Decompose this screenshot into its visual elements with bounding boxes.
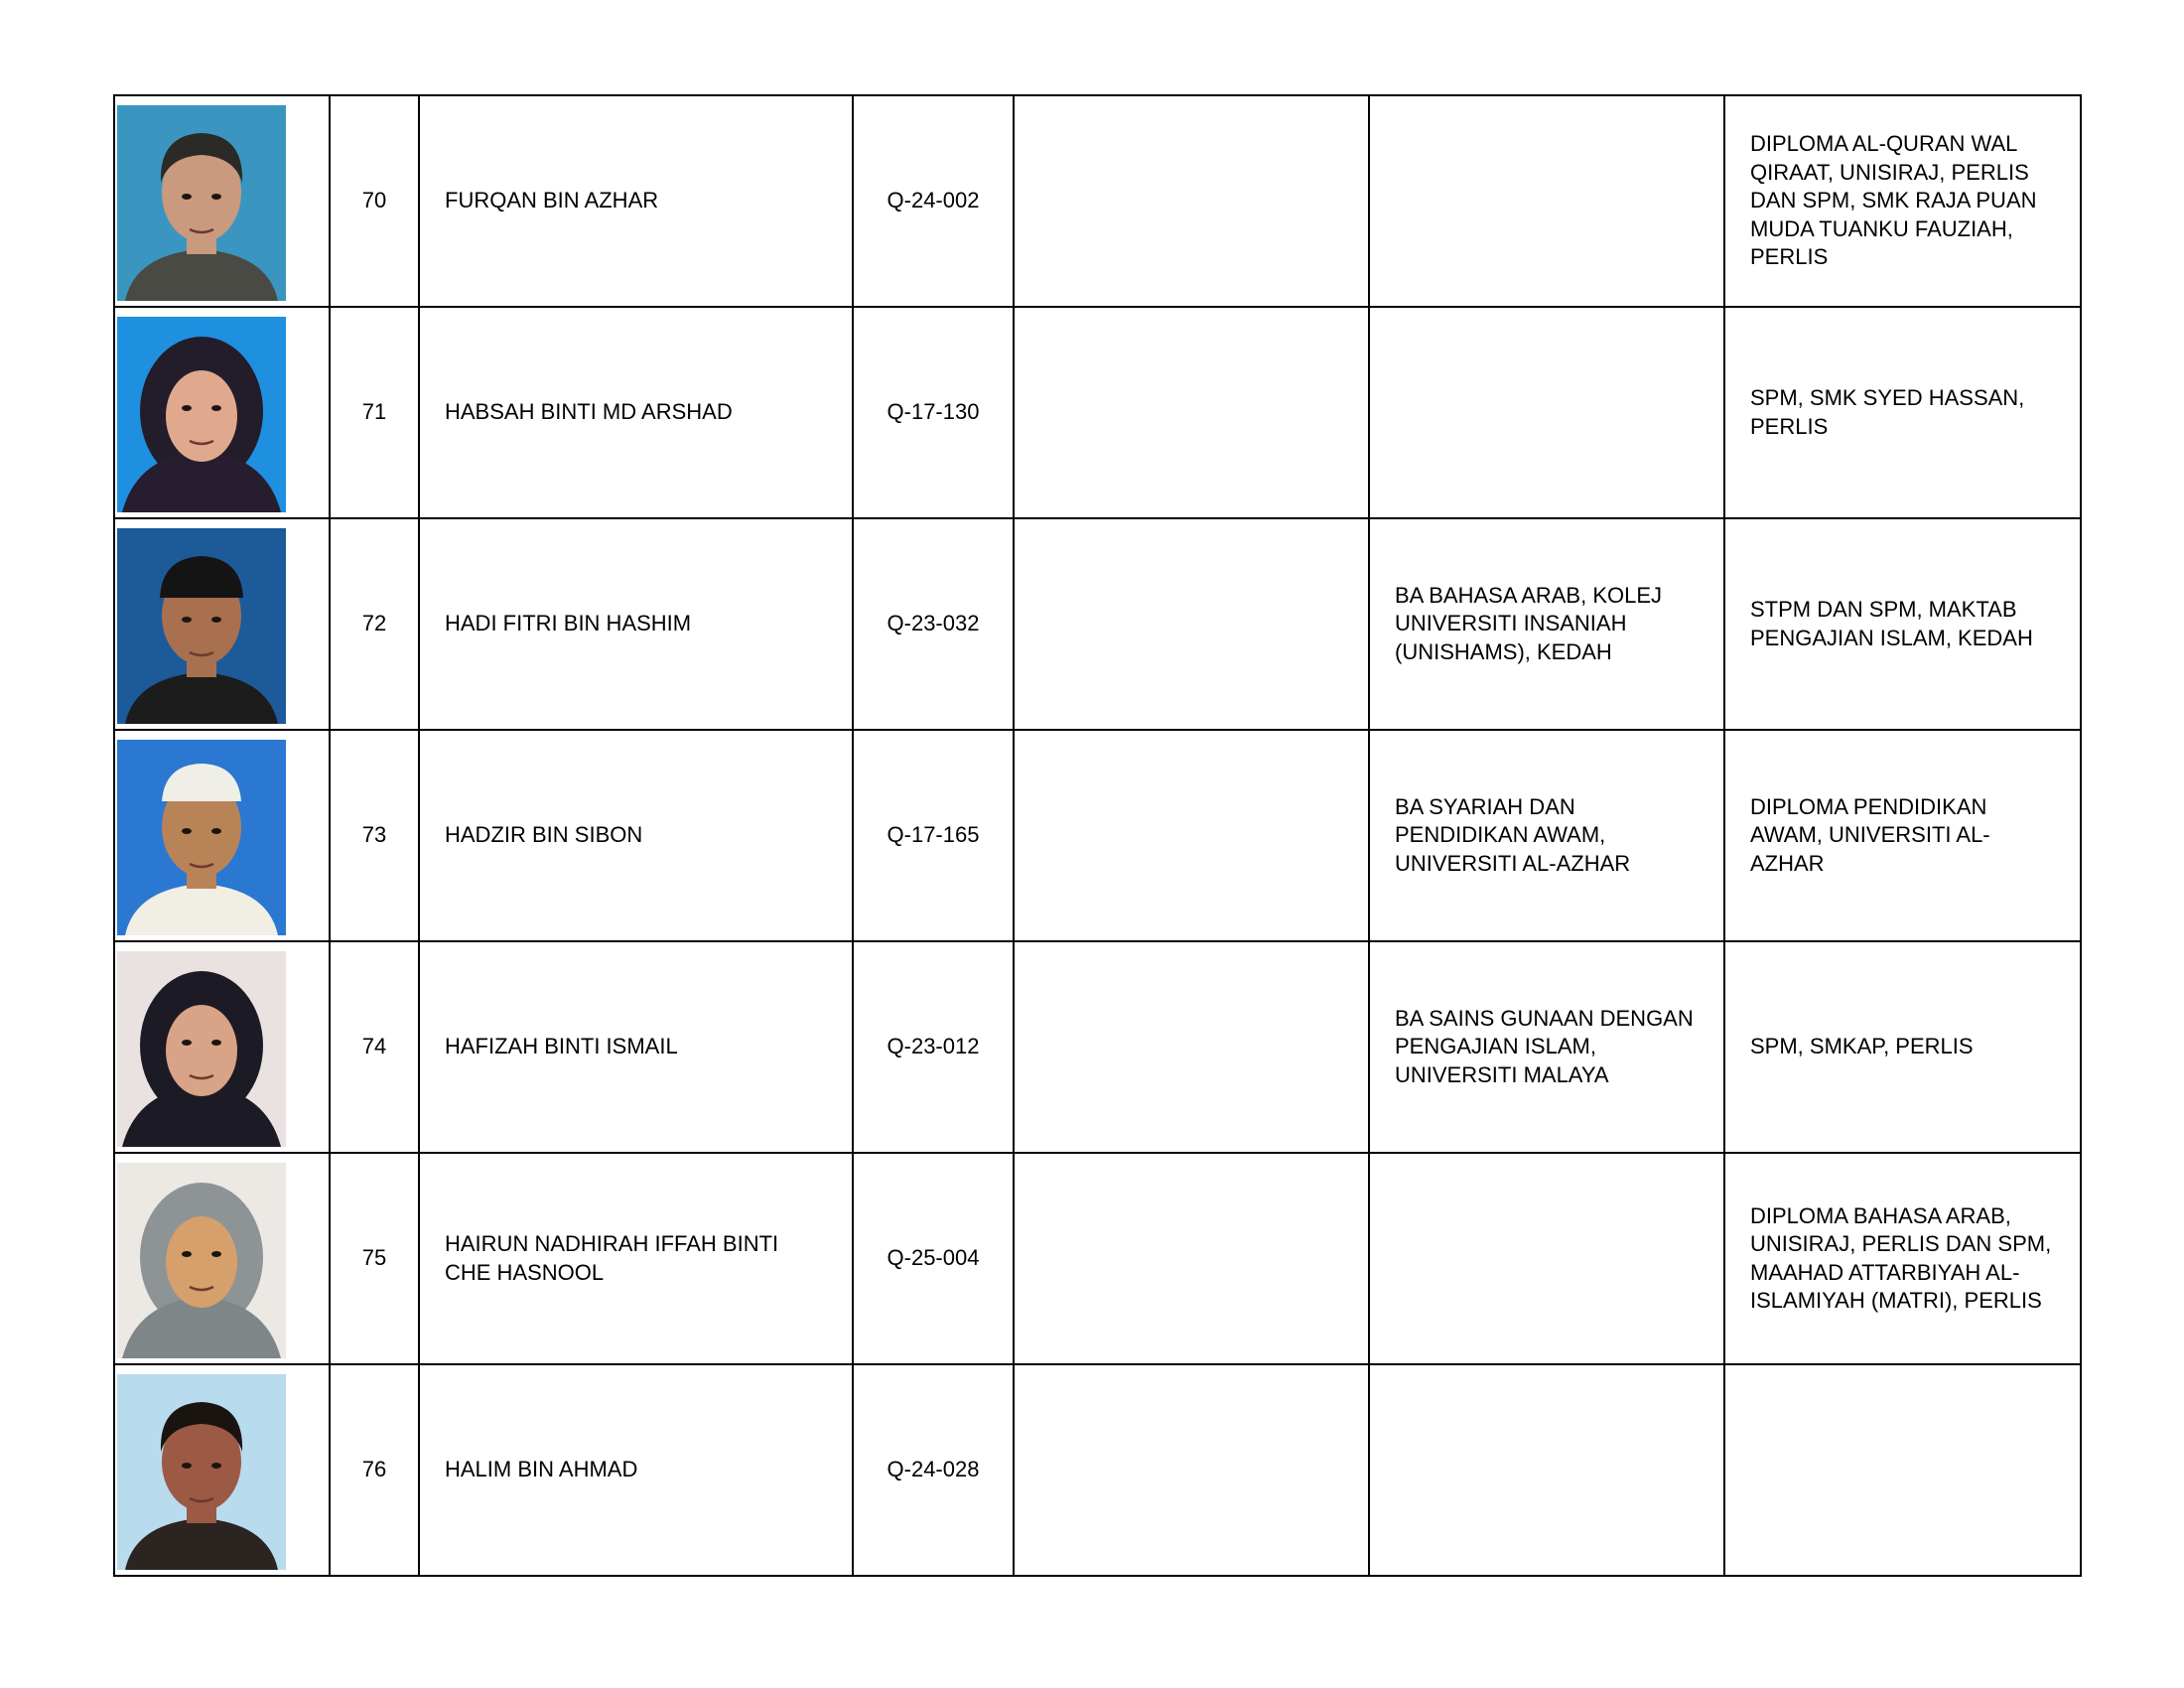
school-qualification: DIPLOMA PENDIDIKAN AWAM, UNIVERSITI AL-AZHAR bbox=[1724, 730, 2081, 941]
school-qualification: DIPLOMA BAHASA ARAB, UNISIRAJ, PERLIS DAN SPM, MAAHAD ATTARBIYAH AL-ISLAMIYAH (MATRI), PERLIS bbox=[1724, 1153, 2081, 1364]
table-row bbox=[114, 1153, 2081, 1364]
empty-cell bbox=[1014, 1364, 1369, 1576]
degree-qualification bbox=[1369, 1153, 1724, 1364]
staff-code: Q-24-028 bbox=[853, 1364, 1014, 1576]
photo-cell bbox=[114, 1153, 330, 1364]
row-number: 74 bbox=[330, 941, 419, 1153]
school-qualification: SPM, SMK SYED HASSAN, PERLIS bbox=[1724, 307, 2081, 518]
portrait-image bbox=[117, 528, 286, 724]
staff-code: Q-25-004 bbox=[853, 1153, 1014, 1364]
school-qualification bbox=[1724, 1364, 2081, 1576]
staff-name: HALIM BIN AHMAD bbox=[419, 1364, 853, 1576]
portrait-photo bbox=[117, 1163, 286, 1358]
photo-cell bbox=[114, 730, 330, 941]
portrait-photo bbox=[117, 1374, 286, 1570]
table-row bbox=[114, 95, 2081, 307]
portrait-photo bbox=[117, 317, 286, 512]
degree-qualification: BA SYARIAH DAN PENDIDIKAN AWAM, UNIVERSITI AL-AZHAR bbox=[1369, 730, 1724, 941]
school-qualification: SPM, SMKAP, PERLIS bbox=[1724, 941, 2081, 1153]
empty-cell bbox=[1014, 307, 1369, 518]
table-row bbox=[114, 730, 2081, 941]
portrait-photo bbox=[117, 528, 286, 724]
empty-cell bbox=[1014, 95, 1369, 307]
staff-name: HABSAH BINTI MD ARSHAD bbox=[419, 307, 853, 518]
table-row bbox=[114, 1364, 2081, 1576]
row-number: 75 bbox=[330, 1153, 419, 1364]
staff-name: HADI FITRI BIN HASHIM bbox=[419, 518, 853, 730]
staff-name: HADZIR BIN SIBON bbox=[419, 730, 853, 941]
school-qualification: STPM DAN SPM, MAKTAB PENGAJIAN ISLAM, KEDAH bbox=[1724, 518, 2081, 730]
row-number: 70 bbox=[330, 95, 419, 307]
portrait-image bbox=[117, 105, 286, 301]
portrait-image bbox=[117, 740, 286, 935]
staff-code: Q-23-032 bbox=[853, 518, 1014, 730]
empty-cell bbox=[1014, 730, 1369, 941]
degree-qualification bbox=[1369, 1364, 1724, 1576]
staff-table bbox=[113, 94, 2082, 1577]
portrait-photo bbox=[117, 105, 286, 301]
staff-name: HAFIZAH BINTI ISMAIL bbox=[419, 941, 853, 1153]
staff-name: FURQAN BIN AZHAR bbox=[419, 95, 853, 307]
portrait-image bbox=[117, 317, 286, 512]
degree-qualification bbox=[1369, 95, 1724, 307]
row-number: 71 bbox=[330, 307, 419, 518]
table-row bbox=[114, 941, 2081, 1153]
empty-cell bbox=[1014, 1153, 1369, 1364]
staff-code: Q-24-002 bbox=[853, 95, 1014, 307]
table-row bbox=[114, 307, 2081, 518]
photo-cell bbox=[114, 1364, 330, 1576]
row-number: 73 bbox=[330, 730, 419, 941]
portrait-image bbox=[117, 1163, 286, 1358]
degree-qualification: BA SAINS GUNAAN DENGAN PENGAJIAN ISLAM, UNIVERSITI MALAYA bbox=[1369, 941, 1724, 1153]
photo-cell bbox=[114, 518, 330, 730]
portrait-image bbox=[117, 1374, 286, 1570]
portrait-photo bbox=[117, 951, 286, 1147]
school-qualification: DIPLOMA AL-QURAN WAL QIRAAT, UNISIRAJ, PERLIS DAN SPM, SMK RAJA PUAN MUDA TUANKU FAUZIAH, PERLIS bbox=[1724, 95, 2081, 307]
photo-cell bbox=[114, 307, 330, 518]
empty-cell bbox=[1014, 941, 1369, 1153]
table-row bbox=[114, 518, 2081, 730]
photo-cell bbox=[114, 941, 330, 1153]
staff-code: Q-17-130 bbox=[853, 307, 1014, 518]
photo-cell bbox=[114, 95, 330, 307]
staff-code: Q-17-165 bbox=[853, 730, 1014, 941]
row-number: 72 bbox=[330, 518, 419, 730]
row-number: 76 bbox=[330, 1364, 419, 1576]
staff-name: HAIRUN NADHIRAH IFFAH BINTI CHE HASNOOL bbox=[419, 1153, 853, 1364]
staff-table-body bbox=[114, 95, 2081, 1576]
staff-code: Q-23-012 bbox=[853, 941, 1014, 1153]
portrait-image bbox=[117, 951, 286, 1147]
degree-qualification: BA BAHASA ARAB, KOLEJ UNIVERSITI INSANIAH (UNISHAMS), KEDAH bbox=[1369, 518, 1724, 730]
degree-qualification bbox=[1369, 307, 1724, 518]
empty-cell bbox=[1014, 518, 1369, 730]
portrait-photo bbox=[117, 740, 286, 935]
